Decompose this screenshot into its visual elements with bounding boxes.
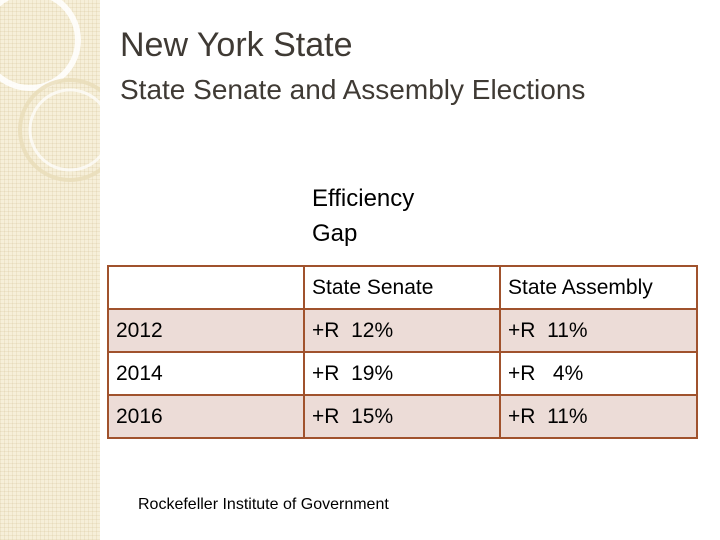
year-cell: 2014 xyxy=(108,352,304,395)
decorative-side-strip xyxy=(0,0,100,540)
table-header-row xyxy=(108,266,697,309)
year-cell: 2012 xyxy=(108,309,304,352)
source-footer: Rockefeller Institute of Government xyxy=(138,496,389,513)
assembly-cell: +R 4% xyxy=(500,352,697,395)
header-cell-empty xyxy=(108,266,304,309)
table-heading-line-2: Gap xyxy=(312,220,358,247)
page-title: New York State xyxy=(120,26,353,64)
senate-cell: +R 12% xyxy=(304,309,500,352)
assembly-cell: +R 11% xyxy=(500,395,697,438)
senate-cell: +R 19% xyxy=(304,352,500,395)
table-row xyxy=(108,352,697,395)
page-subtitle: State Senate and Assembly Elections xyxy=(120,74,586,105)
table-heading-line-1: Efficiency xyxy=(312,185,415,212)
senate-cell: +R 15% xyxy=(304,395,500,438)
efficiency-gap-table xyxy=(107,265,698,439)
year-cell: 2016 xyxy=(108,395,304,438)
header-cell-senate: State Senate xyxy=(304,266,500,309)
header-cell-assembly: State Assembly xyxy=(500,266,697,309)
table-heading xyxy=(312,181,414,251)
table-row xyxy=(108,309,697,352)
decorative-circles xyxy=(0,0,100,540)
assembly-cell: +R 11% xyxy=(500,309,697,352)
table-row xyxy=(108,395,697,438)
